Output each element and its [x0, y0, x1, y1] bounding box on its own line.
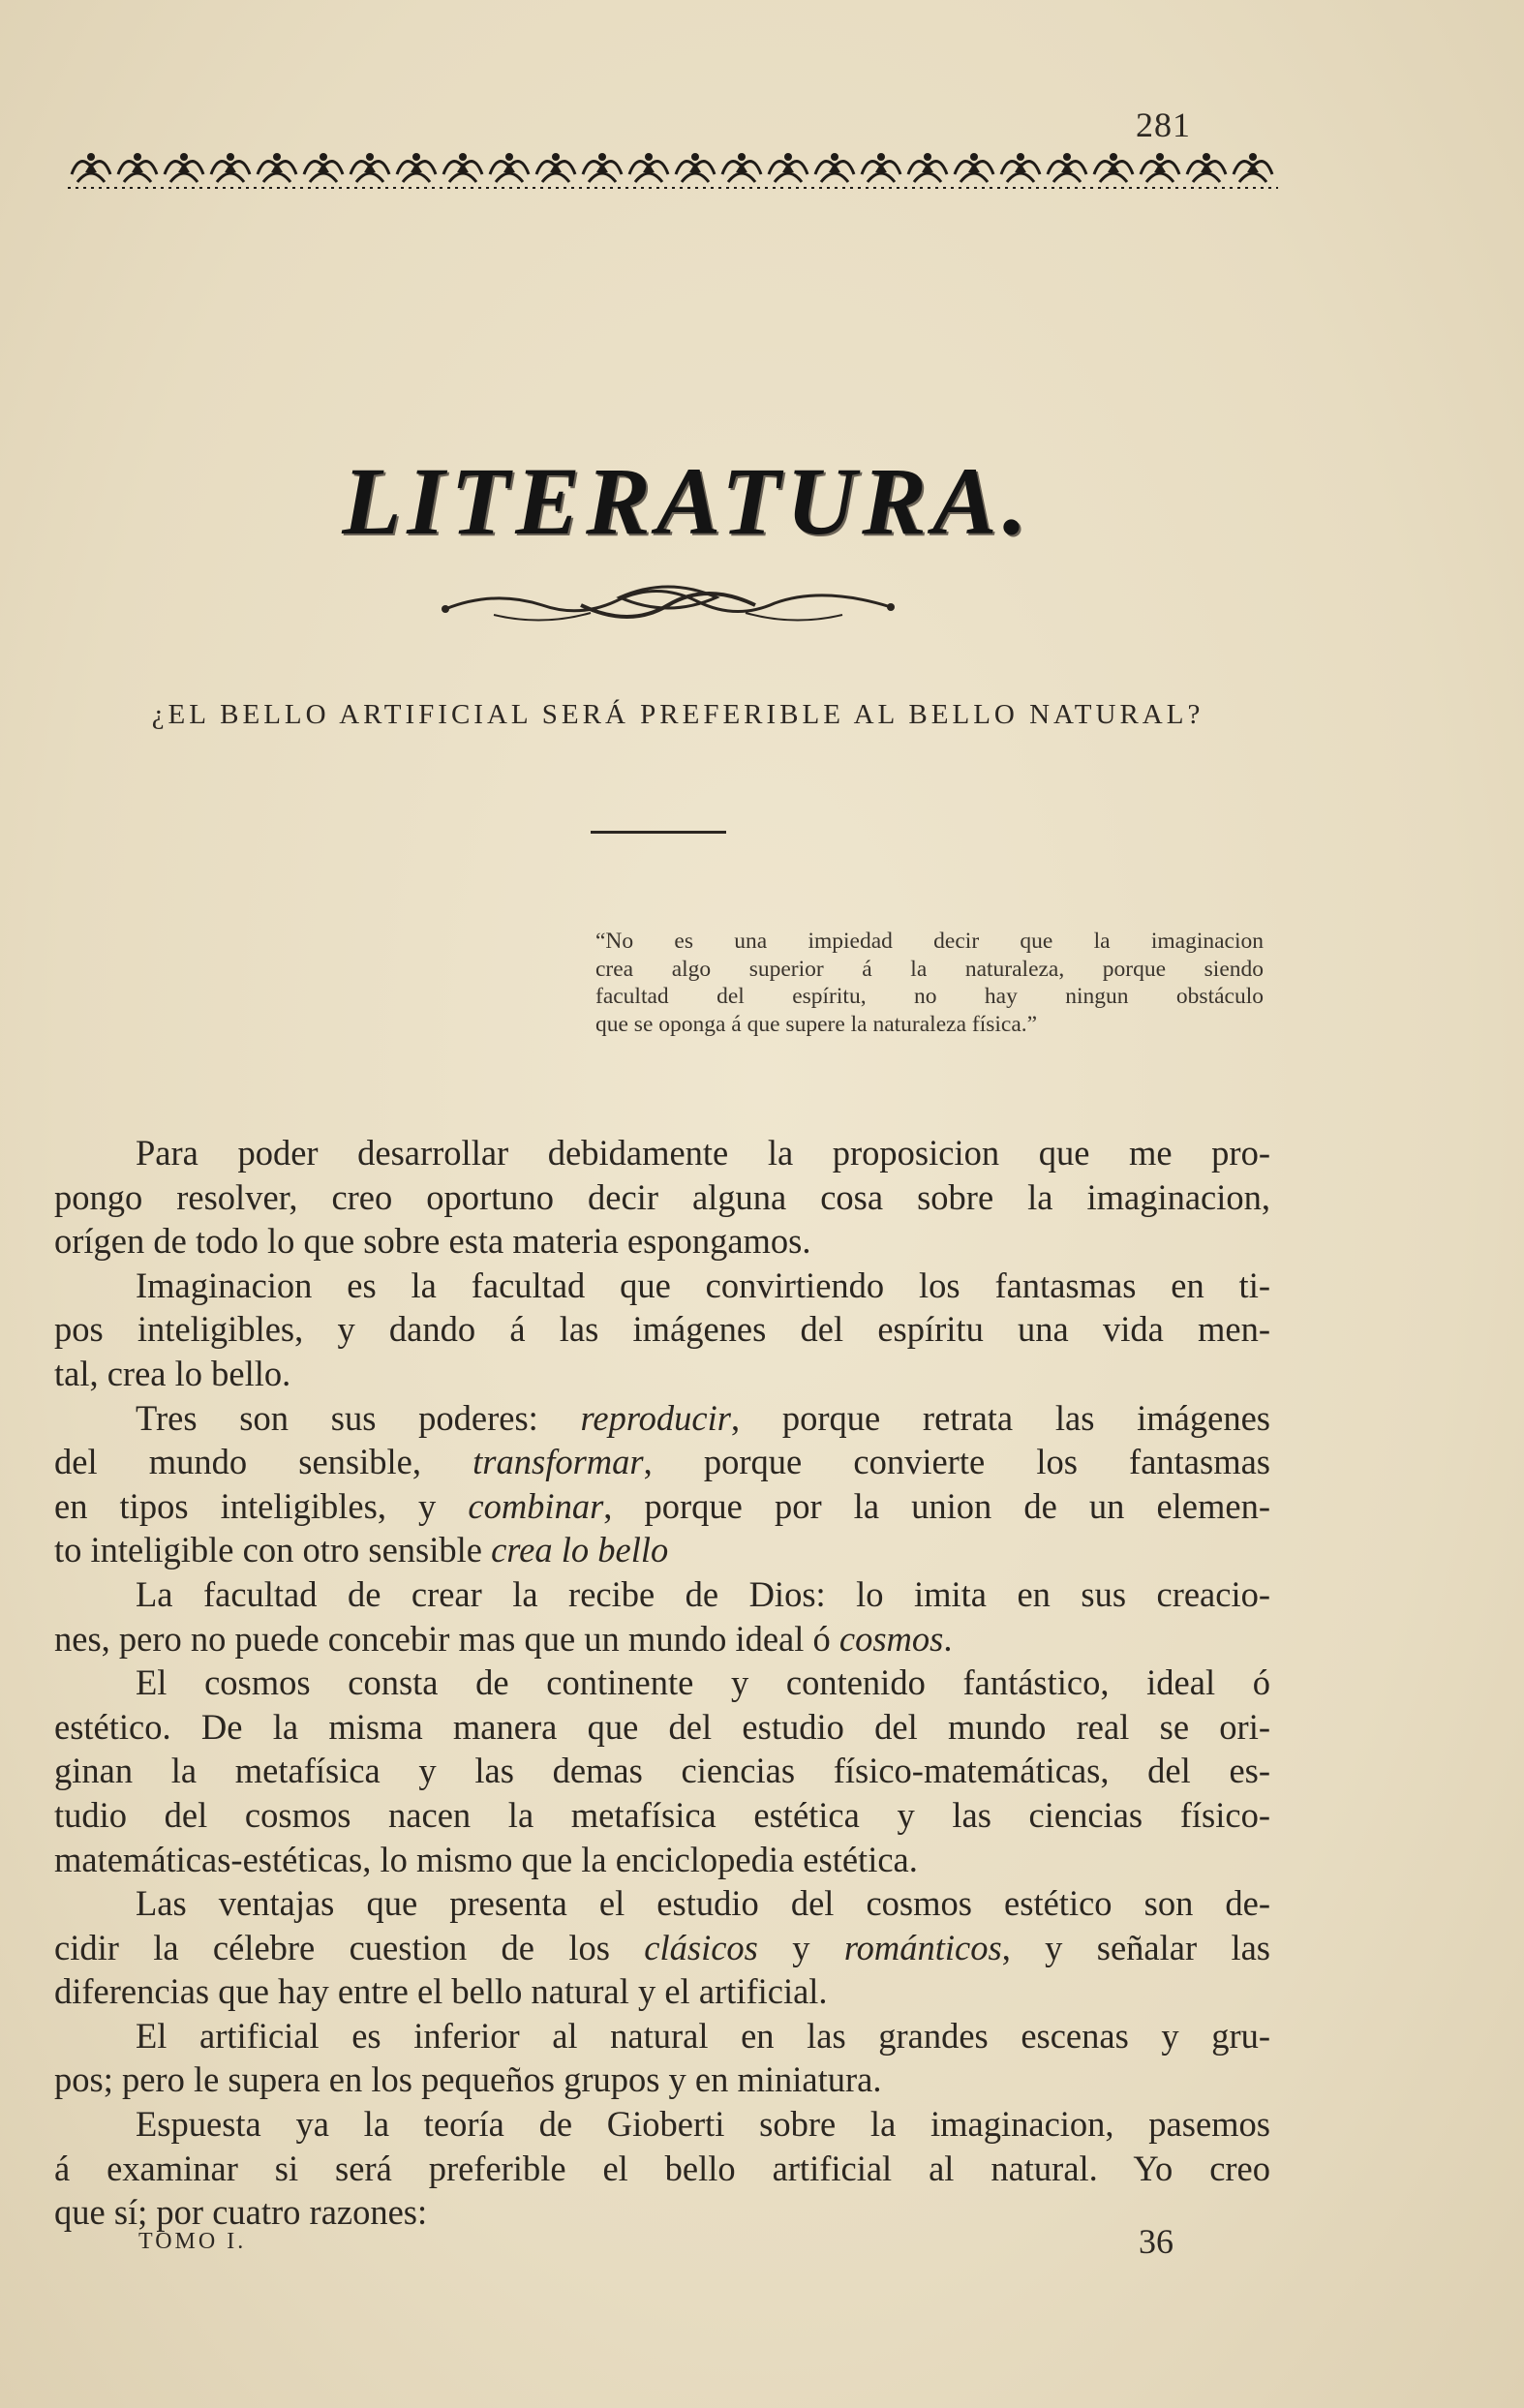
body-line — [54, 1926, 1270, 1970]
body-line — [54, 1705, 1270, 1750]
text-run: , porque por la union de un elemen- — [603, 1485, 1271, 1526]
text-run: Las ventajas que presenta el estudio del cosmos estético son de- — [136, 1883, 1270, 1924]
body-line — [54, 2057, 1270, 2102]
body-line — [54, 1440, 1270, 1484]
italic-term: combinar — [468, 1485, 604, 1526]
body-line — [54, 1661, 1270, 1705]
text-run: pos inteligibles, y dando á las imágenes del espíritu una vida men- — [54, 1309, 1270, 1350]
text-run: pos; pero le supera en los pequeños grupos y en miniatura. — [54, 2059, 882, 2100]
italic-term: reproducir — [580, 1397, 731, 1438]
decorative-flourish — [436, 576, 900, 634]
text-run: en tipos inteligibles, y — [54, 1485, 469, 1526]
text-run: El cosmos consta de continente y contenido fantástico, ideal ó — [136, 1662, 1270, 1703]
italic-term: crea lo bello — [491, 1530, 669, 1570]
text-run: El artificial es inferior al natural en las grandes escenas y gru- — [136, 2015, 1270, 2056]
body-line — [54, 1528, 1270, 1572]
body-line — [54, 1307, 1270, 1352]
epigraph-line: que se oponga á que supere la naturaleza física.” — [595, 1011, 1038, 1037]
text-run: Tres son sus poderes: — [136, 1397, 581, 1438]
text-run: cidir la célebre cuestion de los — [54, 1927, 645, 1967]
text-run: . — [943, 1618, 953, 1659]
text-run: que sí; por cuatro razones: — [54, 2192, 428, 2233]
body-line — [54, 2190, 1270, 2235]
body-line — [54, 2102, 1270, 2147]
signature-mark: 36 — [1139, 2222, 1173, 2261]
body-line — [54, 1219, 1270, 1264]
body-line — [54, 2014, 1270, 2058]
body-line — [54, 1264, 1270, 1308]
italic-term: transformar — [472, 1442, 644, 1482]
text-run: La facultad de crear la recibe de Dios: lo imita en sus creacio- — [136, 1573, 1270, 1614]
text-run: tudio del cosmos nacen la metafísica estética y las ciencias físico- — [54, 1794, 1270, 1835]
italic-term: románticos — [843, 1927, 1002, 1967]
page-number: 281 — [1136, 106, 1191, 144]
text-run: , porque convierte los fantasmas — [643, 1442, 1270, 1482]
epigraph-quote — [595, 928, 1264, 1038]
text-run: ginan la metafísica y las demas ciencias físico-matemáticas, del es- — [54, 1751, 1270, 1791]
italic-term: clásicos — [644, 1927, 758, 1967]
text-run: Espuesta ya la teoría de Gioberti sobre la imaginacion, pasemos — [136, 2104, 1270, 2145]
text-run: matemáticas-estéticas, lo mismo que la enciclopedia estética. — [54, 1839, 918, 1879]
body-line — [54, 1484, 1270, 1529]
text-run: orígen de todo lo que sobre esta materia espongamos. — [54, 1221, 811, 1262]
text-run: tal, crea lo bello. — [54, 1353, 291, 1393]
body-line — [54, 1749, 1270, 1793]
section-title: LITERATURA. — [342, 447, 1033, 555]
decorative-ornament-band — [68, 145, 1278, 192]
body-line — [54, 1881, 1270, 1926]
body-line — [54, 1396, 1270, 1441]
text-run: to inteligible con otro sensible — [54, 1530, 492, 1570]
text-run: estético. De la misma manera que del estudio del mundo real se ori- — [54, 1706, 1270, 1747]
epigraph-line: crea algo superior á la naturaleza, porque siendo — [595, 956, 1264, 982]
text-run: pongo resolver, creo oportuno decir alguna cosa sobre la imaginacion, — [54, 1176, 1270, 1217]
text-run: , y señalar las — [1001, 1927, 1271, 1967]
text-run: , porque retrata las imágenes — [730, 1397, 1270, 1438]
body-line — [54, 1131, 1270, 1175]
epigraph-line: facultad del espíritu, no hay ningun obstáculo — [595, 984, 1264, 1009]
heading-divider-rule — [591, 831, 726, 834]
text-run: nes, pero no puede concebir mas que un mundo ideal ó — [54, 1618, 839, 1659]
body-line — [54, 2147, 1270, 2191]
text-run: Imaginacion es la facultad que convirtiendo los fantasmas en ti- — [136, 1265, 1270, 1305]
text-run: Para poder desarrollar debidamente la proposicion que me pro- — [136, 1133, 1270, 1173]
body-line — [54, 1969, 1270, 2014]
epigraph-line: “No es una impiedad decir que la imaginacion — [595, 929, 1264, 954]
body-line — [54, 1617, 1270, 1661]
body-text — [54, 1131, 1270, 2235]
text-run: á examinar si será preferible el bello artificial al natural. Yo creo — [54, 2148, 1270, 2188]
text-run: del mundo sensible, — [54, 1442, 473, 1482]
body-line — [54, 1175, 1270, 1220]
body-line — [54, 1793, 1270, 1838]
body-line — [54, 1352, 1270, 1396]
volume-label: TOMO I. — [138, 2229, 247, 2254]
text-run: diferencias que hay entre el bello natural y el artificial. — [54, 1971, 828, 2012]
italic-term: cosmos — [838, 1618, 944, 1659]
body-line — [54, 1572, 1270, 1617]
body-line — [54, 1838, 1270, 1882]
essay-heading: ¿EL BELLO ARTIFICIAL SERÁ PREFERIBLE AL BELLO NATURAL? — [151, 699, 1204, 730]
text-run: y — [757, 1927, 844, 1967]
